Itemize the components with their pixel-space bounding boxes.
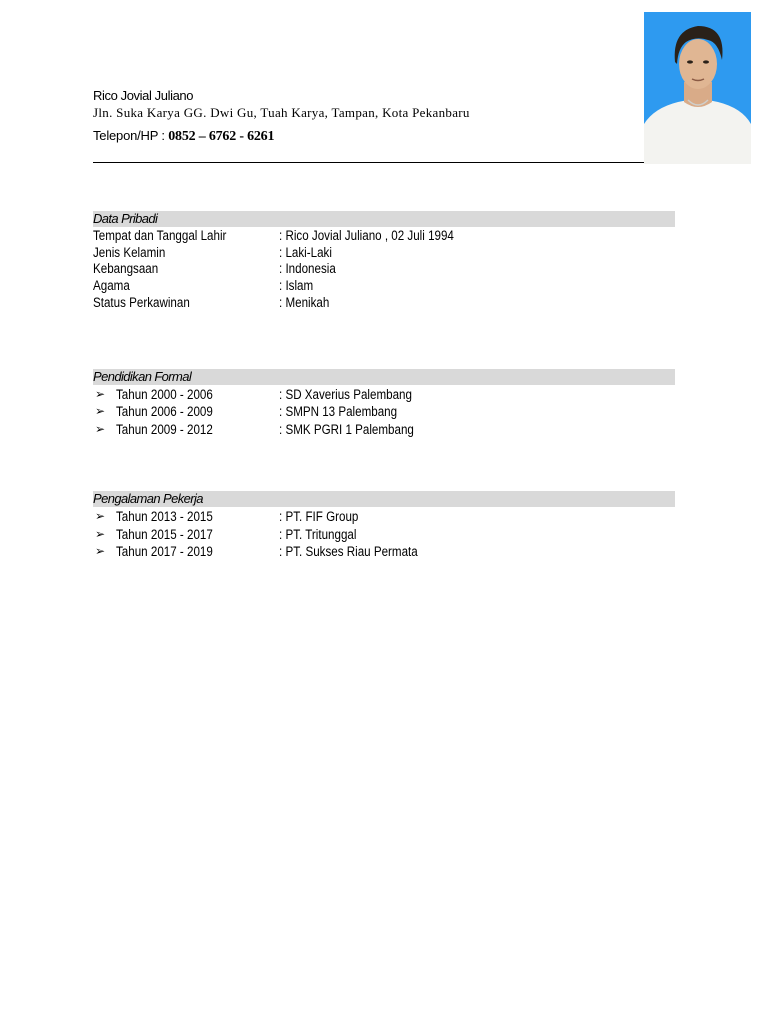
candidate-name: Rico Jovial Juliano bbox=[93, 88, 194, 103]
year-label: Tahun 2015 - 2017 bbox=[116, 527, 213, 542]
section-pengalaman-pekerja bbox=[93, 491, 675, 507]
field-value: : Islam bbox=[279, 278, 314, 293]
school-value: : SMK PGRI 1 Palembang bbox=[279, 422, 414, 437]
field-value: : Laki-Laki bbox=[279, 245, 332, 260]
list-item bbox=[93, 244, 653, 261]
field-label: Jenis Kelamin bbox=[93, 245, 166, 260]
arrow-bullet-icon: ➢ bbox=[95, 527, 106, 541]
phone-label: Telepon/HP : bbox=[93, 128, 169, 143]
year-label: Tahun 2009 - 2012 bbox=[116, 422, 213, 437]
section-title: Pendidikan Formal bbox=[93, 369, 192, 384]
year-label: Tahun 2000 - 2006 bbox=[116, 387, 213, 402]
list-item bbox=[93, 526, 653, 543]
school-value: : SD Xaverius Palembang bbox=[279, 387, 412, 402]
profile-photo bbox=[644, 12, 751, 164]
arrow-bullet-icon: ➢ bbox=[95, 544, 106, 558]
company-value: : PT. Sukses Riau Permata bbox=[279, 544, 418, 559]
phone-row bbox=[93, 128, 274, 145]
arrow-bullet-icon: ➢ bbox=[95, 509, 106, 523]
candidate-address: Jln. Suka Karya GG. Dwi Gu, Tuah Karya, Tampan, Kota Pekanbaru bbox=[93, 105, 470, 120]
list-item bbox=[93, 508, 653, 525]
phone-value: 0852 – 6762 - 6261 bbox=[168, 129, 275, 144]
list-item bbox=[93, 421, 653, 438]
section-pendidikan-formal bbox=[93, 369, 675, 385]
list-item bbox=[93, 277, 653, 294]
section-title: Pengalaman Pekerja bbox=[93, 491, 203, 506]
list-item bbox=[93, 260, 653, 277]
field-label: Kebangsaan bbox=[93, 261, 159, 276]
year-label: Tahun 2006 - 2009 bbox=[116, 404, 213, 419]
arrow-bullet-icon: ➢ bbox=[95, 404, 106, 418]
arrow-bullet-icon: ➢ bbox=[95, 387, 106, 401]
list-item bbox=[93, 403, 653, 420]
list-item bbox=[93, 543, 653, 560]
section-title: Data Pribadi bbox=[93, 211, 158, 226]
school-value: : SMPN 13 Palembang bbox=[279, 404, 398, 419]
field-label: Status Perkawinan bbox=[93, 295, 190, 310]
field-value: : Indonesia bbox=[279, 261, 336, 276]
year-label: Tahun 2013 - 2015 bbox=[116, 509, 213, 524]
company-value: : PT. Tritunggal bbox=[279, 527, 357, 542]
list-item bbox=[93, 294, 653, 311]
field-label: Tempat dan Tanggal Lahir bbox=[93, 228, 227, 243]
field-value: : Menikah bbox=[279, 295, 330, 310]
arrow-bullet-icon: ➢ bbox=[95, 422, 106, 436]
header-divider bbox=[93, 162, 645, 163]
list-item bbox=[93, 386, 653, 403]
field-value: : Rico Jovial Juliano , 02 Juli 1994 bbox=[279, 228, 454, 243]
year-label: Tahun 2017 - 2019 bbox=[116, 544, 213, 559]
section-data-pribadi bbox=[93, 211, 675, 227]
field-label: Agama bbox=[93, 278, 130, 293]
company-value: : PT. FIF Group bbox=[279, 509, 359, 524]
list-item bbox=[93, 227, 653, 244]
